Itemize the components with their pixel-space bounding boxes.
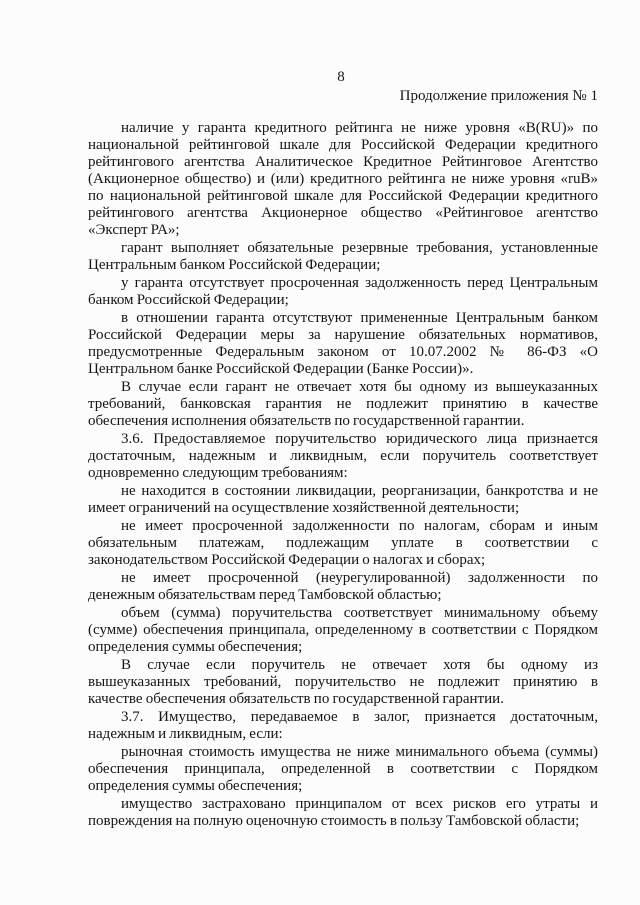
text-line: законодательством Российской Федерации о налогах и сборах; bbox=[88, 552, 486, 568]
paragraph bbox=[88, 605, 598, 656]
text-line: одновременно следующим требованиям: bbox=[88, 465, 348, 481]
text-line: Центральным банком Российской Федерации; bbox=[88, 257, 381, 273]
text-line: по национальной рейтинговой шкале для Российской Федерации кредитного bbox=[88, 188, 598, 204]
text-line: достаточным, надежным и ликвидным, если поручитель соответствует bbox=[88, 448, 598, 464]
text-line: требований, банковская гарантия не подлежит принятию в качестве bbox=[88, 396, 598, 412]
text-line: Центральном банке Российской Федерации (Банке России)». bbox=[88, 361, 474, 377]
paragraph bbox=[88, 570, 598, 604]
text-line: (Акционерное общество) и (или) кредитного рейтинга не ниже уровня «ruB» bbox=[88, 171, 598, 187]
text-line: обязательным платежам, подлежащим уплате в соответствии с bbox=[88, 535, 598, 551]
text-line: денежным обязательствам перед Тамбовской областью; bbox=[88, 587, 442, 603]
text-line: 3.7. Имущество, передаваемое в залог, признается достаточным, bbox=[121, 709, 598, 725]
text-line: не имеет просроченной задолженности по налогам, сборам и иным bbox=[121, 518, 598, 534]
text-line: объем (сумма) поручительства соответствует минимальному объему bbox=[121, 605, 598, 621]
paragraph bbox=[88, 709, 598, 743]
page-number: 8 bbox=[337, 69, 345, 85]
paragraph bbox=[88, 657, 598, 708]
text-line: обеспечения принципала, определенной в соответствии с Порядком bbox=[88, 761, 598, 777]
document-body bbox=[88, 120, 598, 830]
paragraph bbox=[88, 310, 598, 378]
paragraph bbox=[88, 120, 598, 239]
text-line: надежным и ликвидным, если: bbox=[88, 726, 283, 742]
text-line: 3.6. Предоставляемое поручительство юридического лица признается bbox=[121, 431, 598, 447]
paragraph bbox=[88, 240, 598, 274]
text-line: «Эксперт РА»; bbox=[88, 222, 180, 238]
text-line: повреждения на полную оценочную стоимость в пользу Тамбовской области; bbox=[88, 813, 580, 829]
text-line: наличие у гаранта кредитного рейтинга не ниже уровня «B(RU)» по bbox=[121, 120, 598, 136]
paragraph bbox=[88, 796, 598, 830]
text-line: определения суммы обеспечения; bbox=[88, 778, 303, 794]
text-line: национальной рейтинговой шкале для Российской Федерации кредитного bbox=[88, 137, 598, 153]
text-line: вышеуказанных требований, поручительство не подлежит принятию в bbox=[88, 674, 598, 690]
text-line: не находится в состоянии ликвидации, реорганизации, банкротства и не bbox=[121, 483, 598, 499]
paragraph bbox=[88, 379, 598, 430]
text-line: В случае если поручитель не отвечает хотя бы одному из bbox=[121, 657, 598, 673]
text-line: В случае если гарант не отвечает хотя бы одному из вышеуказанных bbox=[121, 379, 598, 395]
appendix-continuation-note: Продолжение приложения № 1 bbox=[399, 88, 598, 104]
paragraph bbox=[88, 275, 598, 309]
text-line: в отношении гаранта отсутствуют примененные Центральным банком bbox=[121, 310, 598, 326]
paragraph bbox=[88, 518, 598, 569]
paragraph bbox=[88, 431, 598, 482]
paragraph bbox=[88, 744, 598, 795]
paragraph bbox=[88, 483, 598, 517]
text-line: Российской Федерации меры за нарушение обязательных нормативов, bbox=[88, 327, 598, 343]
text-line: у гаранта отсутствует просроченная задолженность перед Центральным bbox=[121, 275, 598, 291]
text-line: рейтингового агентства Акционерное общество «Рейтинговое агентство bbox=[88, 205, 598, 221]
text-line: имеет ограничений на осуществление хозяйственной деятельности; bbox=[88, 500, 520, 516]
text-line: определения суммы обеспечения; bbox=[88, 639, 303, 655]
text-line: качестве обеспечения обязательств по государственной гарантии. bbox=[88, 691, 504, 707]
text-line: банком Российской Федерации; bbox=[88, 292, 289, 308]
text-line: не имеет просроченной (неурегулированной) задолженности по bbox=[121, 570, 598, 586]
text-line: рейтингового агентства Аналитическое Кредитное Рейтинговое Агентство bbox=[88, 154, 598, 170]
text-line: рыночная стоимость имущества не ниже минимального объема (суммы) bbox=[121, 744, 598, 760]
text-line: предусмотренные Федеральным законом от 10.07.2002 № 86-ФЗ «О bbox=[88, 344, 598, 360]
text-line: имущество застраховано принципалом от всех рисков его утраты и bbox=[121, 796, 598, 812]
text-line: гарант выполняет обязательные резервные требования, установленные bbox=[121, 240, 598, 256]
text-line: обеспечения исполнения обязательств по государственной гарантии. bbox=[88, 413, 525, 429]
text-line: (сумме) обеспечения принципала, определенному в соответствии с Порядком bbox=[88, 622, 598, 638]
